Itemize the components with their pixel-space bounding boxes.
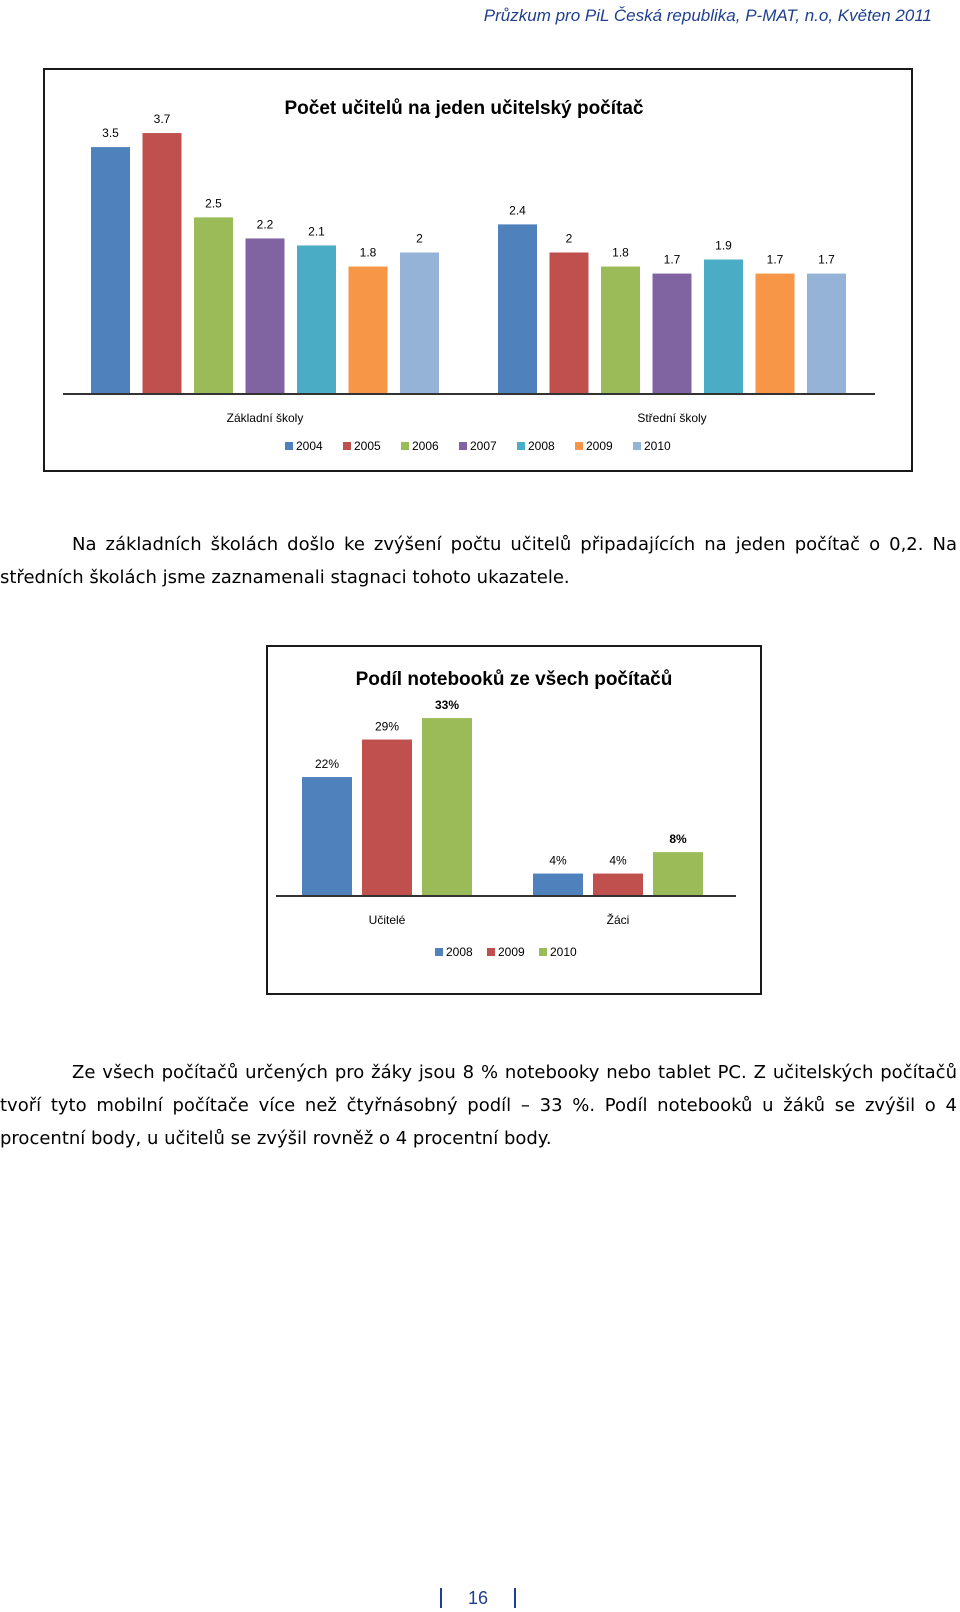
bar-2008-ucitele bbox=[302, 777, 352, 895]
bar-2005-stredni bbox=[550, 252, 589, 393]
data-label: 1.7 bbox=[766, 252, 784, 267]
bar-2005-zakladni bbox=[143, 133, 182, 393]
legend-label: 2008 bbox=[446, 945, 473, 959]
data-label: 2.2 bbox=[256, 217, 274, 232]
bar-2010-ucitele bbox=[422, 718, 472, 895]
chart-title: Podíl notebooků ze všech počítačů bbox=[355, 669, 673, 690]
notebook-share-chart bbox=[266, 645, 762, 995]
data-label: 1.7 bbox=[663, 252, 681, 267]
bar-2006-stredni bbox=[601, 267, 640, 393]
data-label: 4% bbox=[609, 853, 627, 868]
legend-swatch-2008 bbox=[435, 948, 443, 956]
bar-2009-zaci bbox=[593, 874, 643, 895]
data-label: 2 bbox=[416, 231, 423, 246]
data-label: 8% bbox=[669, 832, 687, 847]
data-label: 3.7 bbox=[153, 112, 171, 127]
notebook-share-svg bbox=[268, 647, 760, 993]
legend-label: 2004 bbox=[296, 439, 323, 453]
teachers-per-computer-svg bbox=[45, 70, 911, 470]
legend-label: 2008 bbox=[528, 439, 555, 453]
data-label: 2.4 bbox=[509, 203, 526, 218]
data-label: 2 bbox=[565, 231, 573, 246]
category-label: Učitelé bbox=[368, 913, 406, 927]
bar-2010-zaci bbox=[653, 852, 703, 895]
legend-swatch-2004 bbox=[285, 442, 293, 450]
data-label: 1.8 bbox=[612, 245, 629, 260]
teachers-per-computer-chart bbox=[43, 68, 913, 472]
legend-label: 2010 bbox=[550, 945, 577, 959]
chart-title: Počet učitelů na jeden učitelský počítač bbox=[284, 98, 644, 119]
bar-2008-zaci bbox=[533, 874, 583, 895]
bar-2009-zakladni bbox=[349, 267, 388, 393]
legend-label: 2005 bbox=[354, 439, 381, 453]
data-label: 2.1 bbox=[308, 224, 325, 239]
legend-swatch-2009 bbox=[487, 948, 495, 956]
legend-swatch-2009 bbox=[575, 442, 583, 450]
paragraph-notebook-share-text: Ze všech počítačů určených pro žáky jsou 8 % notebooky nebo tablet PC. Z učitelských počítačů tvoří tyto mobilní počítače více než čtyřnásobný podíl – 33 %. Podíl notebooků u žáků se zvýšil o 4 procentní body, u učitelů se zvýšil rovněž o 4 procentní body. bbox=[0, 1062, 957, 1149]
legend-label: 2009 bbox=[498, 945, 525, 959]
legend-label: 2006 bbox=[412, 439, 439, 453]
legend-label: 2009 bbox=[586, 439, 613, 453]
category-label: Žáci bbox=[606, 913, 630, 927]
legend-swatch-2007 bbox=[459, 442, 467, 450]
legend-swatch-2008 bbox=[517, 442, 525, 450]
data-label: 1.7 bbox=[818, 252, 835, 267]
data-label: 29% bbox=[374, 719, 400, 734]
legend-label: 2007 bbox=[470, 439, 497, 453]
legend-swatch-2005 bbox=[343, 442, 351, 450]
bar-2009-stredni bbox=[756, 274, 795, 393]
paragraph-stagnation bbox=[0, 528, 957, 594]
paragraph-notebook-share bbox=[0, 1056, 957, 1155]
legend-swatch-2006 bbox=[401, 442, 409, 450]
data-label: 4% bbox=[549, 853, 567, 868]
bar-2007-zakladni bbox=[246, 238, 285, 393]
bar-2010-zakladni bbox=[400, 252, 439, 393]
data-label: 1.8 bbox=[359, 245, 377, 260]
bar-2008-stredni bbox=[704, 260, 743, 393]
bar-2008-zakladni bbox=[297, 245, 336, 393]
paragraph-stagnation-text: Na základních školách došlo ke zvýšení počtu učitelů připadajících na jeden počítač o 0,2. Na středních školách jsme zaznamenali stagnaci tohoto ukazatele. bbox=[0, 534, 957, 588]
category-label: Základní školy bbox=[226, 411, 304, 425]
bar-2007-stredni bbox=[653, 274, 692, 393]
legend-swatch-2010 bbox=[539, 948, 547, 956]
page-number: 16 bbox=[440, 1588, 516, 1608]
bar-2004-stredni bbox=[498, 224, 537, 393]
category-label: Střední školy bbox=[637, 411, 707, 425]
legend-swatch-2010 bbox=[633, 442, 641, 450]
data-label: 3.5 bbox=[102, 126, 119, 141]
bar-2006-zakladni bbox=[194, 217, 233, 393]
data-label: 22% bbox=[314, 757, 340, 772]
bar-2009-ucitele bbox=[362, 740, 412, 895]
bar-2004-zakladni bbox=[91, 147, 130, 393]
data-label: 2.5 bbox=[205, 196, 222, 211]
bar-2010-stredni bbox=[807, 274, 846, 393]
page-header: Průzkum pro PiL Česká republika, P-MAT, n.o, Květen 2011 bbox=[483, 6, 932, 25]
data-label: 33% bbox=[434, 698, 460, 713]
data-label: 1.9 bbox=[715, 238, 732, 253]
legend-label: 2010 bbox=[644, 439, 671, 453]
